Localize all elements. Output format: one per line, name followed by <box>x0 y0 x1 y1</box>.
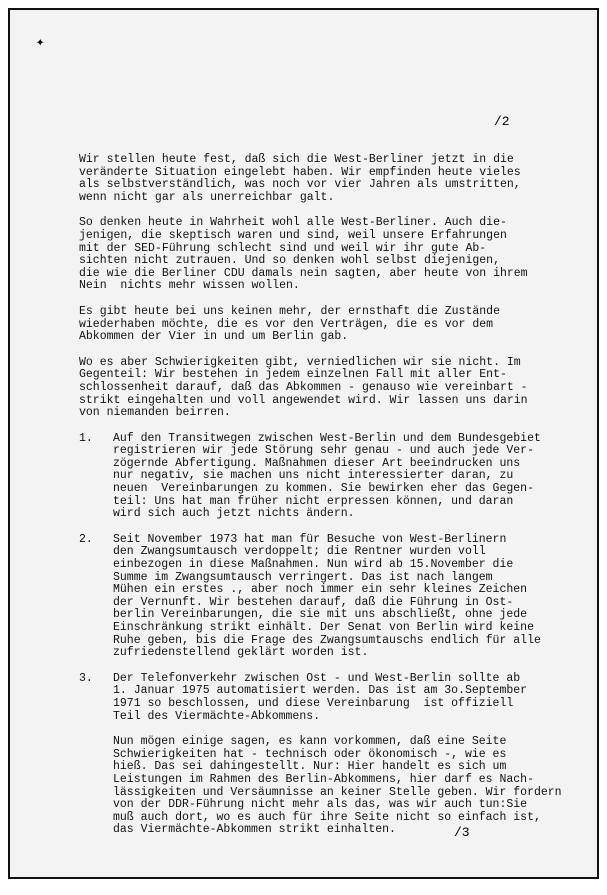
document-page <box>8 8 599 879</box>
list-item-number: 1. <box>79 431 93 445</box>
list-item <box>79 534 579 660</box>
list-item-number: 2. <box>79 532 93 546</box>
paragraph-1: Wir stellen heute fest, daß sich die West-Berliner jetzt in die veränderte Situation eingelebt haben. Wir empfinden heute vieles als selbstverständlich, was noch vor vier Jahren als umstritten, wenn nicht gar als unerreichbar galt. <box>79 153 521 204</box>
paragraph-2: So denken heute in Wahrheit wohl alle West-Berliner. Auch die- jenigen, die skeptisch waren und sind, weil unsere Erfahrungen mit der SED-Führung schlecht sind und weil wir ihr gute Ab- sichten nicht zutrauen. Und so denken wohl selbst diejenigen, die wie die Berliner CDU damals nein sagten, aber heute von ihrem Nein nichts mehr wissen wollen. <box>79 216 528 293</box>
document-body <box>79 154 579 850</box>
list-item-text: Der Telefonverkehr zwischen Ost - und West-Berlin sollte ab 1. Januar 1975 automatisiert werden. Das ist am 3o.September 1971 so beschlossen, und diese Vereinbarung ist offiziell Teil des Viermächte-Abkommens. <box>113 671 528 723</box>
list-item-text: Auf den Transitwegen zwischen West-Berlin und dem Bundesgebiet registrieren wir jede Störung sehr genau - und auch jede Ver- zögernde Abfertigung. Maßnahmen dieser Art beeindrucken uns nur negativ, sie machen uns nicht interessierter daran, zu neuen Vereinbarungen zu kommen. Sie bewirken eher das Gegen- teil: Uns hat man früher nicht erpressen können, und daran wird sich auch jetzt nichts ändern. <box>113 431 541 521</box>
list-item-text: Seit November 1973 hat man für Besuche von West-Berlinern den Zwangsumtausch verdoppelt; die Rentner wurden voll einbezogen in diese Maßnahmen. Nun wird ab 15.November die Summe im Zwangsumtausch verringert. Das ist nach langem Mühen ein erstes ., aber noch immer ein sehr kleines Zeichen der Vernunft. Wir bestehen darauf, daß die Führung in Ost- berlin Vereinbarungen, die sie mit uns abschließt, ohne jede Einschränkung strikt einhält. Der Senat von Berlin wird keine Ruhe geben, bis die Frage des Zwangsumtauschs endlich für alle zufriedenstellend geklärt worden ist. <box>113 532 541 660</box>
list-item <box>79 673 579 723</box>
bottom-page-number: /3 <box>454 825 470 840</box>
paragraph-3: Es gibt heute bei uns keinen mehr, der ernsthaft die Zustände wiederhaben möchte, die es vor den Verträgen, die es vor dem Abkommen der Vier in und um Berlin gab. <box>79 304 500 344</box>
list-item <box>79 433 579 521</box>
list-item-number: 3. <box>79 671 93 685</box>
corner-mark: ✦ <box>36 34 45 50</box>
paragraph-5: Nun mögen einige sagen, es kann vorkommen, daß eine Seite Schwierigkeiten hat - technisch oder ökonomisch -, wie es hieß. Das sei dahingestellt. Nur: Hier handelt es sich um Leistungen im Rahmen des Berlin-Abkommens, hier darf es Nach- lässigkeiten und Versäumnisse an keiner Stelle geben. Wir fordern von der DDR-Führung nicht mehr als das, was wir auch tun:Sie muß auch dort, wo es auch für ihre Seite nicht so einfach ist, das Viermächte-Abkommen strikt einhalten. <box>113 735 562 837</box>
paragraph-4: Wo es aber Schwierigkeiten gibt, verniedlichen wir sie nicht. Im Gegenteil: Wir bestehen in jedem einzelnen Fall mit aller Ent- schlossenheit darauf, daß das Abkommen - genauso wie vereinbart - strikt eingehalten und voll angewendet wird. Wir lassen uns darin von niemanden beirren. <box>79 355 528 420</box>
top-page-number: /2 <box>494 114 510 129</box>
